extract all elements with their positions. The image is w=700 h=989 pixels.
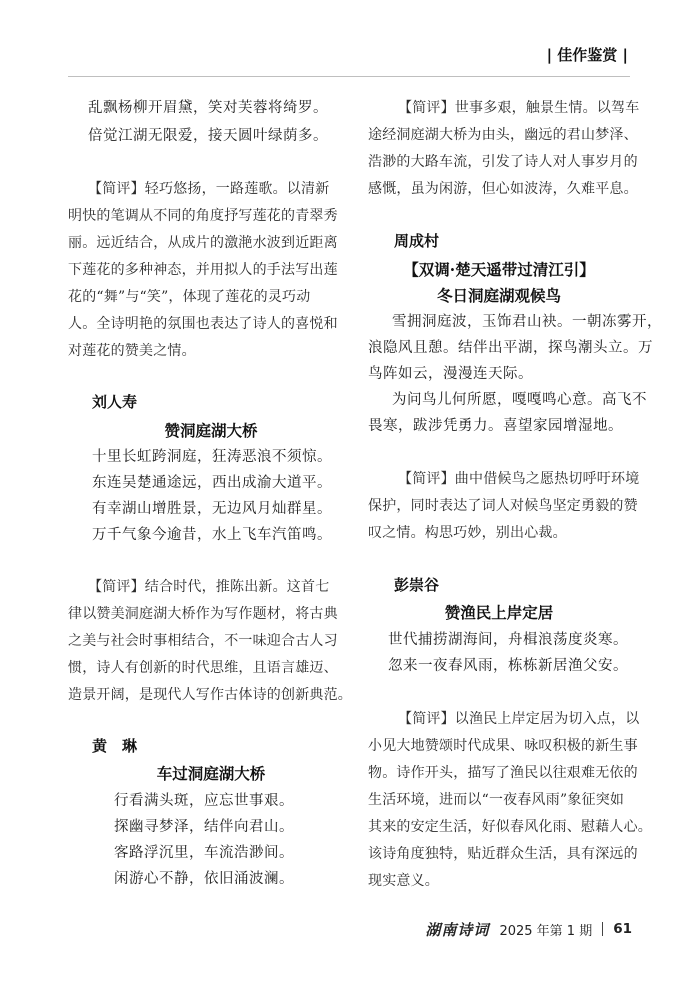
- poem-title: 【双调·楚天遥带过清江引】: [403, 260, 595, 279]
- comment-line: 明快的笔调从不同的角度抒写莲花的青翠秀: [68, 208, 338, 224]
- poem-line: 忽来一夜春风雨，栋栋新居渔父安。: [388, 658, 628, 674]
- poem-line: 行看满头斑，应忘世事艰。: [114, 793, 294, 809]
- comment-line: 生活环境，进而以“一夜春风雨”象征突如: [368, 792, 625, 808]
- comment-line: 律以赞美洞庭湖大桥作为写作题材，将古典: [68, 606, 338, 622]
- poem-line: 万千气象今逾昔，水上飞车汽笛鸣。: [92, 527, 332, 543]
- issue-label: 2025 年第 1 期: [499, 923, 593, 939]
- footer-divider: [602, 922, 603, 936]
- comment-line: 【简评】轻巧悠扬，一路莲歌。以清新: [88, 181, 330, 197]
- poem-line: 雪拥洞庭波，玉饰君山袂。一朝冻雾开，: [392, 314, 662, 330]
- poem-line: 畏寒，跋涉凭勇力。喜望家园增湿地。: [368, 418, 623, 434]
- poem-author: 黄 琳: [92, 737, 138, 755]
- comment-line: 惯，诗人有创新的时代思维，且语言雄迈、: [68, 660, 338, 676]
- comment-line: 【简评】世事多艰，触景生情。以驾车: [398, 100, 640, 116]
- comment-line: 现实意义。: [368, 873, 439, 889]
- poem-line: 乱飘杨柳开眉黛，笑对芙蓉将绮罗。: [88, 100, 328, 116]
- poem-line: 探幽寻梦泽，结伴向君山。: [114, 819, 294, 835]
- comment-line: 保护，同时表达了词人对候鸟坚定勇毅的赞: [368, 498, 638, 514]
- poem-author: 刘人寿: [92, 393, 138, 411]
- page-footer: [425, 917, 632, 941]
- comment-line: 物。诗作开头，描写了渔民以往艰难无依的: [368, 765, 638, 781]
- poem-line: 东连吴楚通途远，西出成渝大道平。: [92, 475, 332, 491]
- poem-title: 赞洞庭湖大桥: [164, 421, 258, 440]
- comment-line: 该诗角度独特，贴近群众生活，具有深远的: [368, 846, 638, 862]
- poem-line: 有幸湖山增胜景，无边风月灿群星。: [92, 501, 332, 517]
- comment-line: 【简评】结合时代，推陈出新。这首七: [88, 579, 330, 595]
- poem-subtitle: 冬日洞庭湖观候鸟: [436, 286, 561, 305]
- poem-line: 浪隐风且憩。结伴出平湖，探鸟潮头立。万: [368, 340, 653, 356]
- comment-line: 对莲花的赞美之情。: [68, 343, 196, 359]
- comment-line: 【简评】以渔民上岸定居为切入点，以: [398, 711, 640, 727]
- comment-line: 造景开阔，是现代人写作古体诗的创新典范。: [68, 687, 352, 703]
- comment-line: 途经洞庭湖大桥为由头，幽远的君山梦泽、: [368, 127, 638, 143]
- poem-title: 赞渔民上岸定居: [444, 603, 554, 622]
- comment-line: 其来的安定生活，好似春风化雨、慰藉人心。: [368, 819, 652, 835]
- comment-line: 叹之情。构思巧妙，别出心裁。: [368, 525, 567, 541]
- poem-line: 世代捕捞湖海间，舟楫浪荡度炎寒。: [388, 632, 628, 648]
- magazine-logo: 湖南诗词: [425, 920, 490, 939]
- comment-line: 下莲花的多种神态，并用拟人的手法写出莲: [68, 262, 338, 278]
- poem-line: 客路浮沉里，车流浩渺间。: [114, 845, 294, 861]
- poem-line: 鸟阵如云，漫漫连天际。: [368, 366, 533, 382]
- page-number: 61: [613, 921, 632, 937]
- section-tag: | 佳作鉴赏 |: [546, 46, 628, 64]
- comment-line: 【简评】曲中借候鸟之愿热切呼吁环境: [398, 471, 640, 487]
- poem-line: 闲游心不静，依旧涌波澜。: [114, 871, 294, 887]
- poem-author: 周成村: [394, 232, 440, 250]
- poem-author: 彭崇谷: [394, 576, 440, 594]
- comment-line: 丽。远近结合，从成片的激滟水波到近距离: [68, 235, 338, 251]
- comment-line: 浩渺的大路车流，引发了诗人对人事岁月的: [368, 154, 638, 170]
- comment-line: 花的“舞”与“笑”，体现了莲花的灵巧动: [68, 289, 311, 305]
- comment-line: 人。全诗明艳的氛围也表达了诗人的喜悦和: [68, 316, 338, 332]
- comment-line: 之美与社会时事相结合，不一味迎合古人习: [68, 633, 338, 649]
- header-rule: [68, 76, 630, 77]
- comment-line: 小见大地赞颂时代成果、咏叹积极的新生事: [368, 738, 638, 754]
- poem-line: 十里长虹跨洞庭，狂涛恶浪不须惊。: [92, 449, 332, 465]
- comment-line: 感慨，虽为闲游，但心如波涛，久难平息。: [368, 181, 638, 197]
- poem-title: 车过洞庭湖大桥: [156, 764, 266, 783]
- poem-line: 为问鸟儿何所愿，嘎嘎鸣心意。高飞不: [392, 392, 647, 408]
- poem-line: 倍觉江湖无限爱，接天圆叶绿荫多。: [88, 128, 328, 144]
